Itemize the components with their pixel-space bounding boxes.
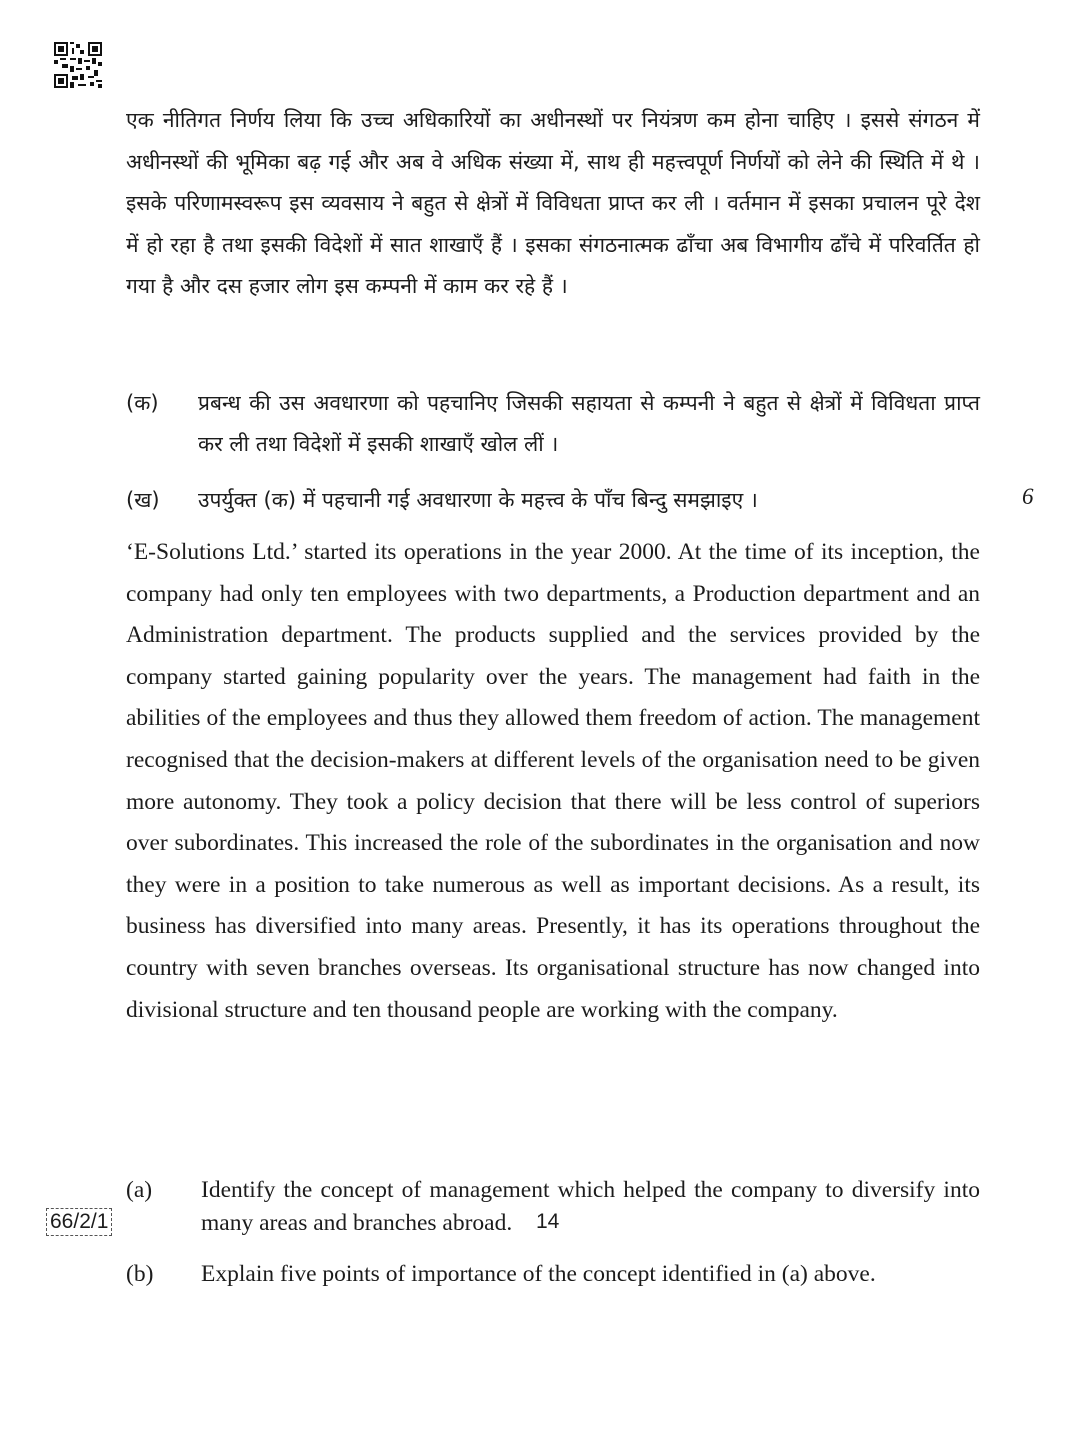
hindi-case-paragraph: एक नीतिगत निर्णय लिया कि उच्च अधिकारियों का अधीनस्थों पर नियंत्रण कम होना चाहिए । इससे संगठन में अधीनस्थों की भूमिका बढ़ गई और अब वे अधिक संख्या में, साथ ही महत्त्वपूर्ण निर्णयों को लेने की स्थिति में थे । इसके परिणामस्वरूप इस व्यवसाय ने बहुत से क्षेत्रों में विविधता प्राप्त कर ली । वर्तमान में इसका प्रचालन पूरे देश में हो रहा है तथा इसकी विदेशों में सात शाखाएँ हैं । इसका संगठनात्मक ढाँचा अब विभागीय ढाँचे में परिवर्तित हो गया है और दस हजार लोग इस कम्पनी में काम कर रहे हैं । xyxy=(126,108,980,298)
hindi-question-ka-label: (क) xyxy=(126,391,159,415)
page-number: 14 xyxy=(536,1210,560,1233)
english-question-a-label: (a) xyxy=(126,1177,153,1203)
hindi-question-kha-text: उपर्युक्त (क) में पहचानी गई अवधारणा के महत्त्व के पाँच बिन्दु समझाइए । xyxy=(198,488,758,512)
question-marks: 6 xyxy=(1022,484,1034,509)
qr-code xyxy=(54,42,102,88)
hindi-question-kha-label: (ख) xyxy=(126,488,160,512)
english-question-b-text: Explain five points of importance of the concept identified in (a) above. xyxy=(201,1261,876,1287)
hindi-question-ka-text: प्रबन्ध की उस अवधारणा को पहचानिए जिसकी सहायता से कम्पनी ने बहुत से क्षेत्रों में विविधता प्राप्त कर ली तथा विदेशों में इसकी शाखाएँ खोल लीं । xyxy=(198,391,980,456)
english-question-b-label: (b) xyxy=(126,1261,154,1287)
english-case-paragraph: ‘E-Solutions Ltd.’ started its operations in the year 2000. At the time of its inception, the company had only ten employees with two departments, a Production department and an Administration department. The products supplied and the services provided by the company started gaining popularity over the years. The management had faith in the abilities of the employees and thus they allowed them freedom of action. The management recognised that the decision-makers at different levels of the organisation need to be given more autonomy. They took a policy decision that there will be less control of superiors over subordinates. This increased the role of the subordinates in the organisation and now they were in a position to take numerous as well as important decisions. As a result, its business has diversified into many areas. Presently, it has its operations throughout the country with seven branches overseas. Its organisational structure has now changed into divisional structure and ten thousand people are working with the company. xyxy=(126,539,980,1023)
english-question-a-text: Identify the concept of management which helped the company to diversify into many areas and branches abroad. xyxy=(201,1177,980,1236)
paper-code: 66/2/1 xyxy=(46,1208,112,1236)
